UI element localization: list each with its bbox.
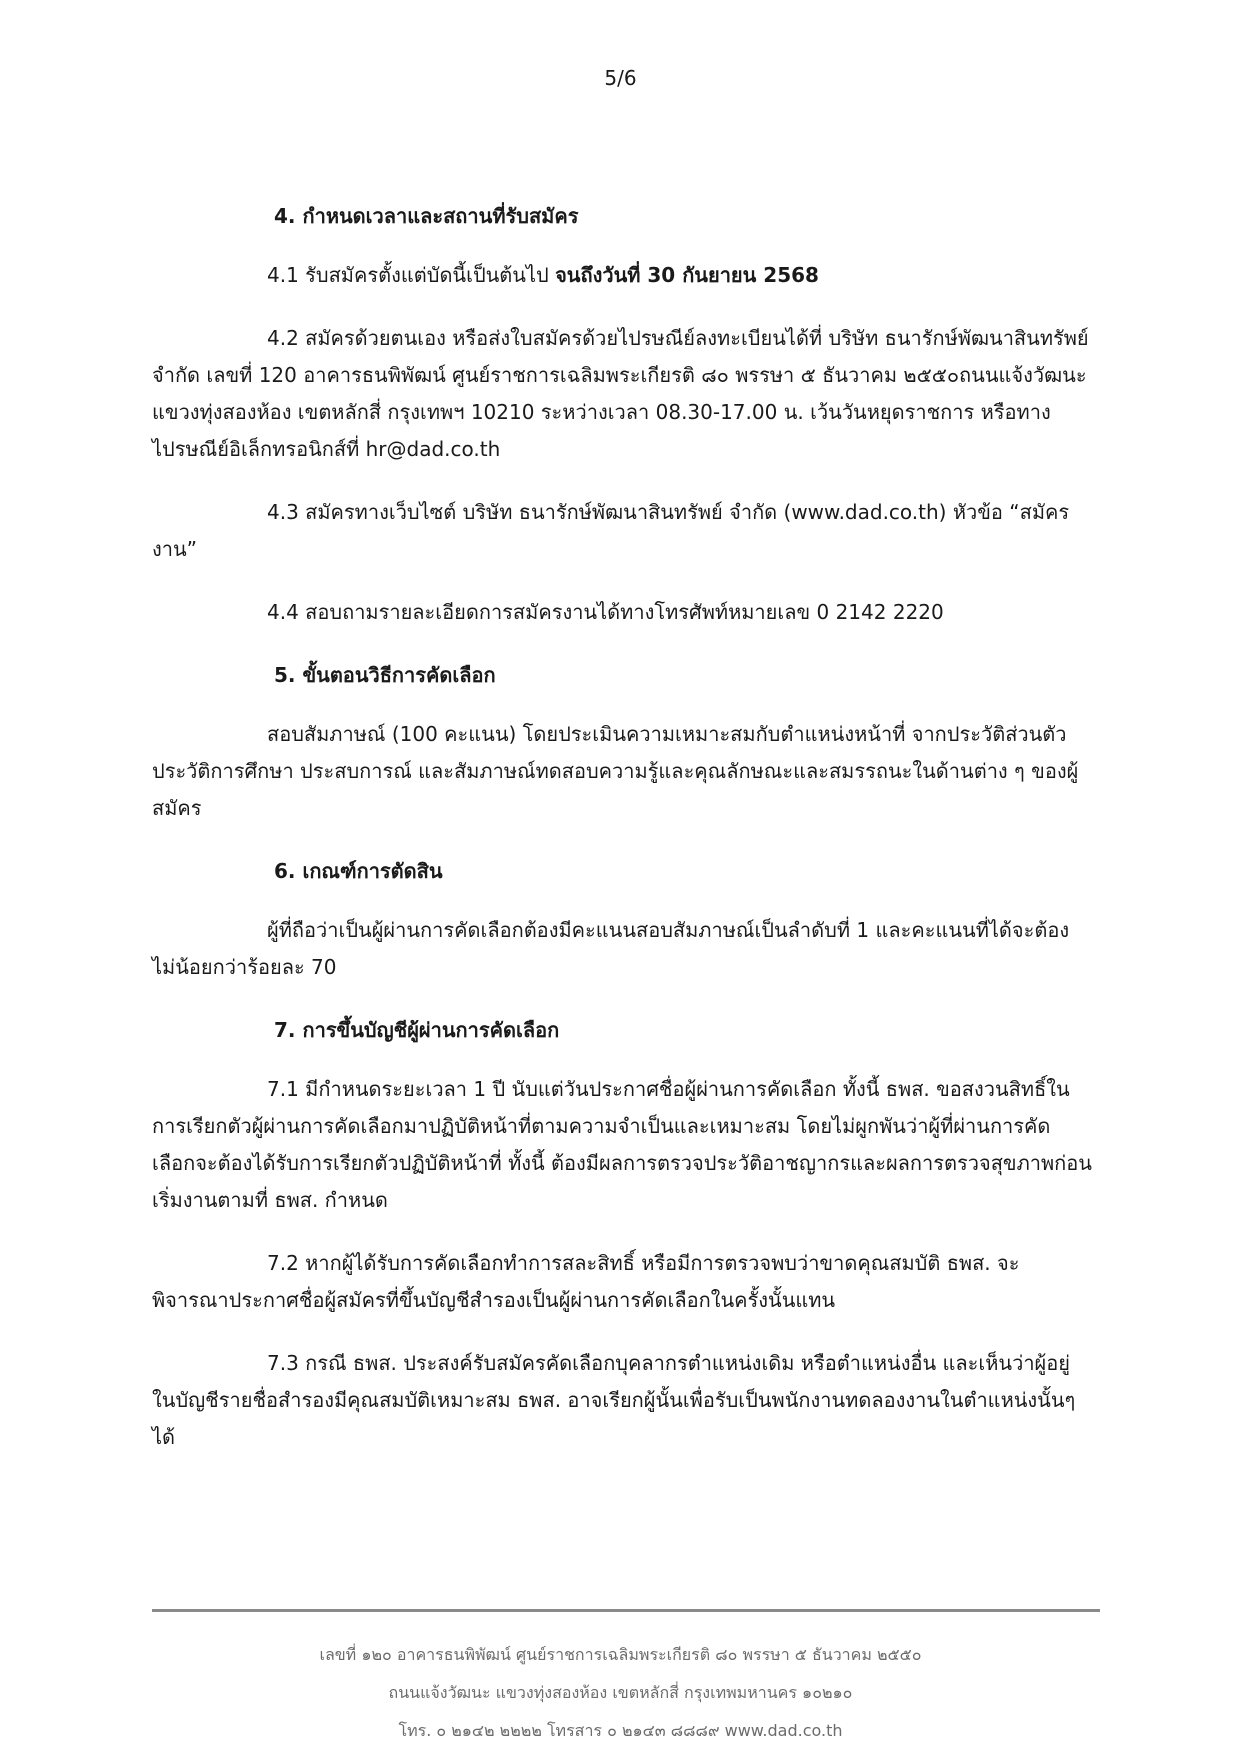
page-number: 5/6 — [604, 66, 637, 90]
section-4-2: 4.2 สมัครด้วยตนเอง หรือส่งใบสมัครด้วยไปรษณีย์ลงทะเบียนได้ที่ บริษัท ธนารักษ์พัฒนาสินทรัพย์ จำกัด เลขที่ 120 อาคารธนพิพัฒน์ ศูนย์ราชการเฉลิมพระเกียรติ ๘๐ พรรษา ๕ ธันวาคม ๒๕๕๐ถนนแจ้งวัฒนะ แขวงทุ่งสองห้อง เขตหลักสี่ กรุงเทพฯ 10210 ระหว่างเวลา 08.30-17.00 น. เว้นวันหยุดราชการ หรือทางไปรษณีย์อิเล็กทรอนิกส์ที่ hr@dad.co.th — [152, 326, 1089, 461]
section-6-heading: 6. เกณฑ์การตัดสิน — [274, 859, 443, 883]
section-4-4: 4.4 สอบถามรายละเอียดการสมัครงานได้ทางโทรศัพท์หมายเลข 0 2142 2220 — [267, 600, 944, 624]
section-4-1 — [152, 257, 1092, 294]
section-4-heading: 4. กำหนดเวลาและสถานที่รับสมัคร — [274, 204, 579, 228]
section-7-1: 7.1 มีกำหนดระยะเวลา 1 ปี นับแต่วันประกาศชื่อผู้ผ่านการคัดเลือก ทั้งนี้ ธพส. ขอสงวนสิทธิ์ในการเรียกตัวผู้ผ่านการคัดเลือกมาปฏิบัติหน้าที่ตามความจำเป็นและเหมาะสม โดยไม่ผูกพันว่าผู้ที่ผ่านการคัดเลือกจะต้องได้รับการเรียกตัวปฏิบัติหน้าที่ ทั้งนี้ ต้องมีผลการตรวจประวัติอาชญากรและผลการตรวจสุขภาพก่อนเริ่มงานตามที่ ธพส. กำหนด — [152, 1077, 1092, 1212]
footer-street-line: ถนนแจ้งวัฒนะ แขวงทุ่งสองห้อง เขตหลักสี่ กรุงเทพมหานคร ๑๐๒๑๐ — [388, 1683, 853, 1702]
section-4-1-text: 4.1 รับสมัครตั้งแต่บัดนี้เป็นต้นไป — [267, 263, 556, 287]
footer-divider — [152, 1609, 1100, 1612]
footer-address-line: เลขที่ ๑๒๐ อาคารธนพิพัฒน์ ศูนย์ราชการเฉลิมพระเกียรติ ๘๐ พรรษา ๕ ธันวาคม ๒๕๕๐ — [319, 1645, 922, 1664]
section-5-heading: 5. ขั้นตอนวิธีการคัดเลือก — [274, 663, 496, 687]
section-6-body: ผู้ที่ถือว่าเป็นผู้ผ่านการคัดเลือกต้องมีคะแนนสอบสัมภาษณ์เป็นลำดับที่ 1 และคะแนนที่ได้จะต้องไม่น้อยกว่าร้อยละ 70 — [152, 918, 1070, 979]
application-deadline: จนถึงวันที่ 30 กันยายน 2568 — [555, 263, 819, 287]
section-7-2: 7.2 หากผู้ได้รับการคัดเลือกทำการสละสิทธิ์ หรือมีการตรวจพบว่าขาดคุณสมบัติ ธพส. จะพิจารณาประกาศชื่อผู้สมัครที่ขึ้นบัญชีสำรองเป็นผู้ผ่านการคัดเลือกในครั้งนั้นแทน — [152, 1251, 1020, 1312]
section-5-body: สอบสัมภาษณ์ (100 คะแนน) โดยประเมินความเหมาะสมกับตำแหน่งหน้าที่ จากประวัติส่วนตัว ประวัติการศึกษา ประสบการณ์ และสัมภาษณ์ทดสอบความรู้และคุณลักษณะและสมรรถนะในด้านต่าง ๆ ของผู้สมัคร — [152, 722, 1079, 820]
section-4-3: 4.3 สมัครทางเว็บไซต์ บริษัท ธนารักษ์พัฒนาสินทรัพย์ จำกัด (www.dad.co.th) หัวข้อ “สมัครงาน” — [152, 500, 1070, 561]
footer-contact-line: โทร. ๐ ๒๑๔๒ ๒๒๒๒ โทรสาร ๐ ๒๑๔๓ ๘๘๘๙ www.dad.co.th — [398, 1721, 843, 1740]
document-body — [152, 198, 1092, 1482]
footer — [0, 1636, 1241, 1750]
section-7-heading: 7. การขึ้นบัญชีผู้ผ่านการคัดเลือก — [274, 1018, 560, 1042]
section-7-3: 7.3 กรณี ธพส. ประสงค์รับสมัครคัดเลือกบุคลากรตำแหน่งเดิม หรือตำแหน่งอื่น และเห็นว่าผู้อยู่ในบัญชีรายชื่อสำรองมีคุณสมบัติเหมาะสม ธพส. อาจเรียกผู้นั้นเพื่อรับเป็นพนักงานทดลองงานในตำแหน่งนั้นๆ ได้ — [152, 1351, 1076, 1449]
